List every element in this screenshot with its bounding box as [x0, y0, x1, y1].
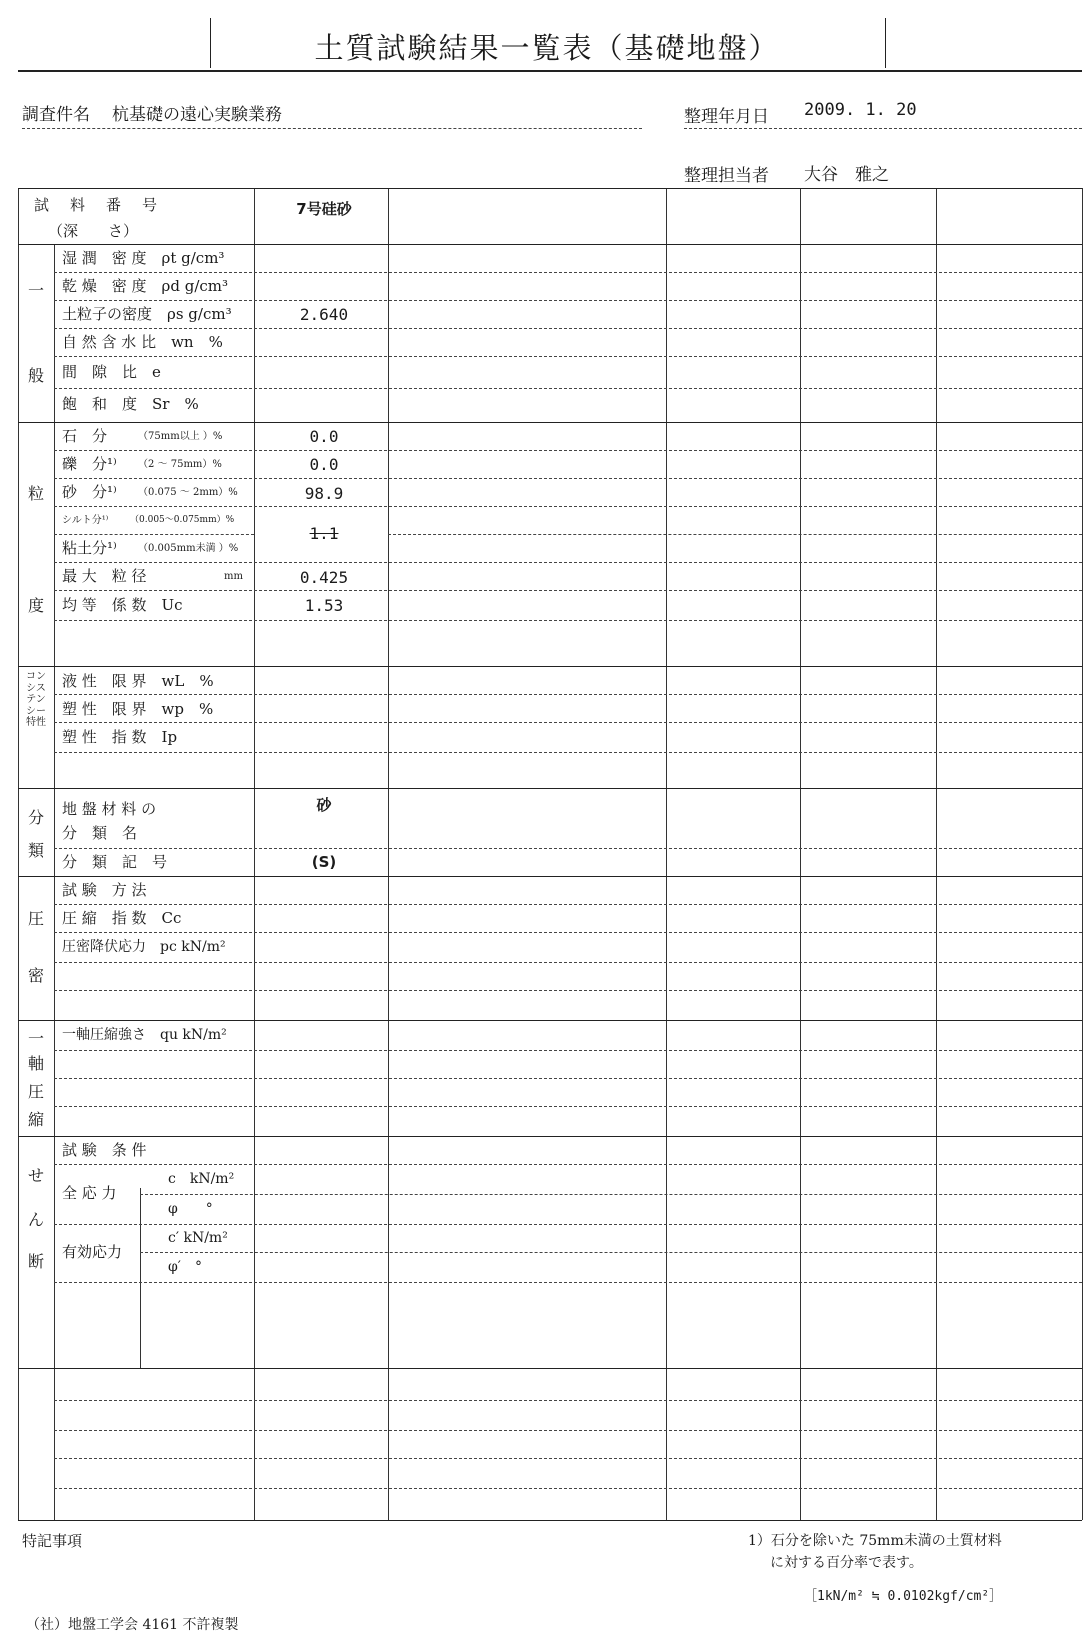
silt-label: シルト分¹⁾ [62, 515, 109, 526]
row-separator [54, 1400, 1082, 1401]
row-separator [54, 388, 1082, 389]
max-grain-value: 0.425 [299, 568, 349, 587]
section-shear-1: せ [27, 1166, 44, 1185]
sand-value: 98.9 [304, 484, 344, 503]
person-label: 整理担当者 [684, 166, 769, 186]
class-name-value: 砂 [316, 796, 332, 814]
row-separator [54, 534, 254, 535]
stone-range: （75mm以上 ）% [138, 431, 223, 442]
phi-eff-label: φ′ ° [168, 1259, 202, 1275]
uniformity-value: 1.53 [304, 596, 344, 615]
uniformity-label: 均 等 係 数 Uc [62, 596, 183, 614]
class-symbol-value: (S) [311, 853, 337, 871]
clay-range: （0.005mm未満 ）% [138, 543, 239, 554]
row-separator [140, 1194, 1082, 1195]
max-grain-label: 最 大 粒 径 [62, 567, 147, 585]
row-separator [388, 534, 1082, 535]
table-border-top [18, 188, 1082, 189]
row-separator [54, 1458, 1082, 1459]
void-ratio-label: 間 隙 比 e [62, 363, 161, 381]
c-total-label: c kN/m² [168, 1171, 235, 1187]
footnote-line-2: に対する百分率で表す。 [770, 1555, 923, 1571]
date-label: 整理年月日 [684, 107, 769, 127]
row-separator [54, 694, 1082, 695]
section-separator [18, 1368, 1082, 1369]
test-method-label: 試 験 方 法 [62, 881, 147, 899]
section-separator [18, 244, 1082, 245]
section-grain-1: 粒 [27, 484, 44, 503]
row-separator [54, 478, 1082, 479]
publisher-note: （社）地盤工学会 4161 不許複製 [26, 1617, 239, 1633]
section-class-2: 類 [27, 841, 44, 860]
sand-label: 砂 分¹⁾ [62, 483, 117, 501]
row-separator [54, 328, 1082, 329]
section-shear-2: ん [27, 1210, 44, 1229]
clay-label: 粘土分¹⁾ [62, 539, 117, 557]
section-shear-3: 断 [27, 1252, 44, 1271]
section-separator [18, 1136, 1082, 1137]
row-separator [54, 962, 1082, 963]
fines-value: 1.1 [309, 524, 339, 543]
row-separator [54, 904, 1082, 905]
section-consolidation-1: 圧 [27, 909, 44, 928]
depth-header: （深 さ） [48, 222, 139, 240]
phi-total-label: φ ° [168, 1201, 213, 1217]
row-separator [54, 1078, 1082, 1079]
max-grain-unit: mm [224, 571, 243, 582]
results-table [18, 188, 1082, 1520]
project-label: 調査件名 [22, 105, 90, 125]
particle-density-label: 土粒子の密度 ρs g/cm³ [62, 305, 232, 323]
section-general-2: 般 [27, 366, 44, 385]
row-separator [54, 1106, 1082, 1107]
sample-number-header: 試 料 番 号 [34, 196, 161, 214]
class-name-label: 分 類 名 [62, 824, 138, 842]
section-unconfined-1: 一 [27, 1029, 44, 1048]
gravel-value: 0.0 [309, 455, 339, 474]
shear-subdivider [140, 1188, 141, 1368]
row-separator [54, 590, 1082, 591]
yield-stress-label: 圧密降伏応力 pc kN/m² [62, 939, 226, 955]
date-value: 2009. 1. 20 [804, 100, 917, 120]
project-value: 杭基礎の遠心実験業務 [112, 105, 282, 125]
row-separator [54, 752, 1082, 753]
gravel-range: （2 ～ 75mm）% [138, 459, 222, 470]
saturation-label: 飽 和 度 Sr % [62, 395, 199, 413]
sample-name: 7号硅砂 [296, 200, 352, 218]
section-separator [18, 666, 1082, 667]
row-separator [54, 1224, 1082, 1225]
section-general-1: 一 [27, 281, 44, 300]
wet-density-label: 湿 潤 密 度 ρt g/cm³ [62, 249, 225, 267]
row-separator [140, 1252, 1082, 1253]
row-separator [54, 562, 1082, 563]
section-consolidation-2: 密 [27, 966, 44, 985]
effective-stress-label: 有効応力 [62, 1243, 123, 1261]
sand-range: （0.075 ～ 2mm）% [138, 487, 238, 498]
c-eff-label: c′ kN/m² [168, 1230, 228, 1246]
gravel-label: 礫 分¹⁾ [62, 455, 117, 473]
table-border-right [1082, 188, 1083, 1520]
row-separator [54, 1488, 1082, 1489]
section-unconfined-3: 圧 [27, 1082, 44, 1101]
page-title: 土質試験結果一覧表（基礎地盤） [314, 31, 780, 65]
row-separator [54, 932, 1082, 933]
section-consistency: コンシステンシー特性 [26, 671, 46, 728]
section-unconfined-2: 軸 [27, 1054, 44, 1073]
row-separator [54, 450, 1082, 451]
row-separator [54, 300, 1082, 301]
test-condition-label: 試 験 条 件 [62, 1141, 147, 1159]
section-unconfined-4: 縮 [27, 1110, 44, 1129]
plastic-limit-label: 塑 性 限 界 wp % [62, 700, 214, 718]
water-content-label: 自 然 含 水 比 wn % [62, 333, 223, 351]
remarks-label: 特記事項 [22, 1532, 83, 1550]
row-separator [54, 620, 1082, 621]
material-label: 地 盤 材 料 の [62, 800, 157, 818]
total-stress-label: 全 応 力 [62, 1184, 117, 1202]
class-symbol-label: 分 類 記 号 [62, 853, 168, 871]
plasticity-index-label: 塑 性 指 数 Ip [62, 728, 178, 746]
section-separator [18, 422, 1082, 423]
silt-range: （0.005～0.075mm）% [130, 515, 235, 525]
row-separator [54, 1282, 1082, 1283]
row-separator [54, 272, 1082, 273]
stone-label: 石 分 [62, 427, 108, 445]
row-separator [54, 1430, 1082, 1431]
project-underline [22, 128, 642, 129]
row-separator [54, 1164, 1082, 1165]
title-underline [18, 70, 1082, 72]
row-separator [54, 506, 1082, 507]
section-separator [18, 1020, 1082, 1021]
row-separator [54, 848, 1082, 849]
section-divider [54, 244, 55, 1520]
compression-index-label: 圧 縮 指 数 Cc [62, 909, 182, 927]
section-separator [18, 876, 1082, 877]
liquid-limit-label: 液 性 限 界 wL % [62, 672, 214, 690]
row-separator [54, 356, 1082, 357]
footnote-line-1: 1）石分を除いた 75mm未満の土質材料 [748, 1533, 1002, 1549]
unit-conversion: ［1kN/m² ≒ 0.0102kgf/cm²］ [804, 1589, 1003, 1604]
table-border-bottom [18, 1520, 1082, 1521]
stone-value: 0.0 [309, 427, 339, 446]
date-underline [684, 128, 1082, 129]
dry-density-label: 乾 燥 密 度 ρd g/cm³ [62, 277, 229, 295]
person-value: 大谷 雅之 [804, 165, 889, 185]
row-separator [54, 990, 1082, 991]
section-separator [18, 788, 1082, 789]
row-separator [54, 1050, 1082, 1051]
section-class-1: 分 [27, 808, 44, 827]
row-separator [54, 722, 1082, 723]
section-grain-2: 度 [27, 596, 44, 615]
unconfined-strength-label: 一軸圧縮強さ qu kN/m² [62, 1027, 227, 1043]
particle-density-value: 2.640 [299, 305, 349, 324]
